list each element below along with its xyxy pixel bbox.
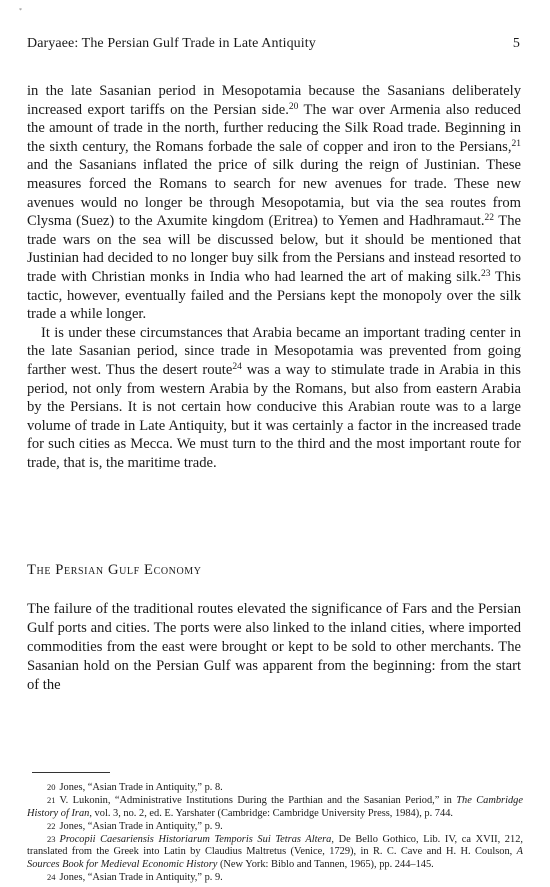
footnote-title-italic: The Cambridge History of Iran (27, 795, 523, 819)
footnote-ref-22[interactable]: 22 (484, 213, 494, 224)
footnote-21 (27, 794, 523, 820)
text-run: The trade wars on the sea will be discussed below, but it should be mentioned that Justinian had decided to no longer buy silk from the Persians and instead resorted to trade with Christian monks in India who had learned the art of making silk. (27, 213, 521, 285)
footnote-title-italic: Procopii Caesariensis Historiarum Temporis Sui Tetras Altera (59, 834, 332, 846)
footnote-title-italic: A Sources Book for Medieval Economic History (27, 846, 523, 870)
footnote-number: 24 (47, 872, 56, 883)
footnote-divider (32, 772, 110, 773)
footnote-text: (New York: Biblo and Tannen, 1965), pp. 244–145. (217, 858, 434, 870)
footnote-text: Jones, “Asian Trade in Antiquity,” p. 9. (59, 820, 223, 832)
footnote-number: 20 (47, 782, 56, 792)
footnote-ref-21[interactable]: 21 (511, 138, 521, 149)
text-run: The war over Armenia also reduced the amount of trade in the north, further reducing the Silk Road trade. Beginning in the sixth century, the Romans forbade the sale of copper and iron to the Persians, (27, 101, 521, 155)
section-body (27, 600, 521, 695)
footnote-ref-20[interactable]: 20 (288, 101, 299, 112)
footnotes (27, 781, 523, 884)
footnote-text: V. Lukonin, “Administrative Institutions During the Parthian and the Sasanian Period,” in (59, 795, 457, 807)
footnote-ref-23[interactable]: 23 (481, 268, 491, 279)
footnote-22 (27, 820, 523, 833)
page-mark: * (19, 8, 22, 14)
text-run: This tactic, however, eventually failed and the Persians kept the monopoly over the silk trade a while longer. (27, 268, 521, 323)
text-run: in the late Sasanian period in Mesopotamia because the Sasanians deliberately increased export tariffs on the Persian side. (27, 83, 521, 118)
body-paragraph-1 (27, 82, 521, 324)
footnote-number: 21 (47, 795, 56, 806)
footnote-text: , vol. 3, no. 2, ed. E. Yarshater (Cambridge: Cambridge University Press, 1984), p. 744. (89, 807, 453, 819)
footnote-text: Jones, “Asian Trade in Antiquity,” p. 8. (59, 782, 223, 793)
footnote-text: Jones, “Asian Trade in Antiquity,” p. 9. (59, 872, 223, 884)
body-text (27, 82, 521, 472)
footnote-number: 22 (47, 820, 56, 831)
footnote-23 (27, 833, 523, 871)
footnote-20 (27, 781, 523, 794)
page-number: 5 (512, 36, 520, 51)
footnote-text: , De Bello Gothico, Lib. IV, ca XVII, 212, translated from the Greek into Latin by Claudius Maltretus (Venice, 1729), in R. C. Cave and H. H. Coulson, (27, 834, 523, 858)
running-title: Daryaee: The Persian Gulf Trade in Late Antiquity (27, 36, 316, 51)
running-head (27, 36, 520, 52)
text-run: and the Sasanians inflated the price of silk during the reign of Justinian. These measures forced the Romans to search for new avenues for trade. These new avenues would no longer be through Mesopotamia, but via the sea routes from Clysma (Suez) to the Axumite kingdom (Eritrea) to Yemen and Hadhramaut. (27, 157, 521, 230)
body-paragraph-2 (27, 324, 521, 473)
section-paragraph: The failure of the traditional routes elevated the significance of Fars and the Persian Gulf ports and cities. The ports were also linked to the inland cities, where imported commodities from the east were brought or kept to be sold to other merchants. The Sasanian hold on the Persian Gulf was apparent from the beginning: from the start of the (27, 601, 521, 693)
footnote-24 (27, 871, 523, 884)
footnote-ref-24[interactable]: 24 (232, 361, 242, 372)
text-run: was a way to stimulate trade in Arabia in this period, not only from western Arabia by the Romans, but also from eastern Arabia by the Persians. It is not certain how conducive this Arabian route was to a large volume of trade in Late Antiquity, but it was certainly a factor in the increased trade for such cities as Mecca. We must turn to the third and the most important route for trade, that is, the maritime trade. (27, 361, 521, 471)
section-heading: The Persian Gulf Economy (27, 562, 202, 578)
text-run: It is under these circumstances that Arabia became an important trading center in the late Sasanian period, since trade in Mesopotamia was prevented from going farther west. Thus the desert route (27, 324, 521, 378)
footnote-number: 23 (47, 834, 56, 845)
